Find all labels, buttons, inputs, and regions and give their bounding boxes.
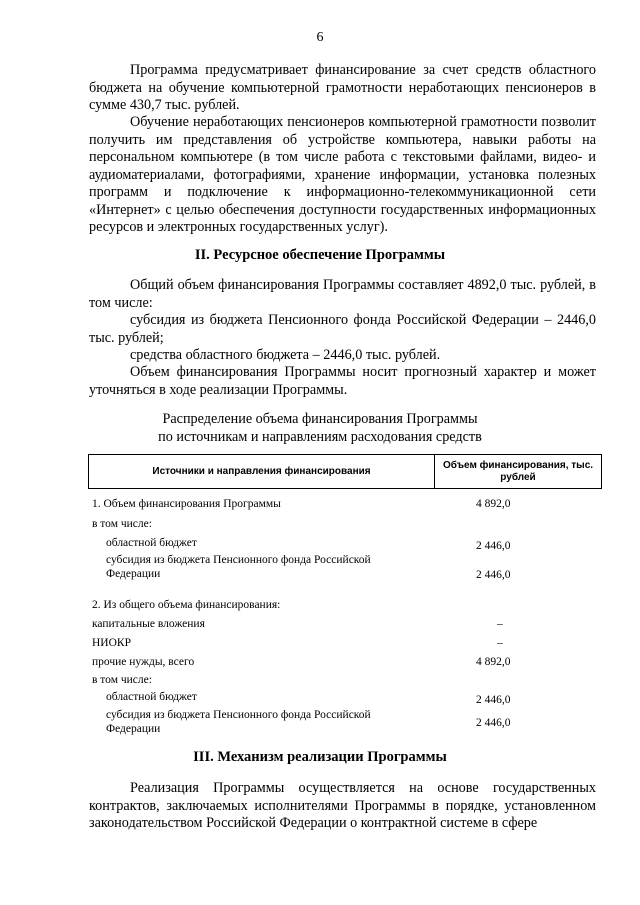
section-3-heading: III. Механизм реализации Программы — [193, 749, 447, 765]
table-row-value: – — [497, 637, 503, 649]
paragraph-training-description: Обучение неработающих пенсионеров компьютерной грамотности позволит получить им представления об устройстве компьютера, навыки работы на персональном компьютере (в том числе работа с текстовыми файлами, видео- и аудиоматериалами, фотографиями, хранение информации, установка полезных программ и подключение к информационно-телекоммуникационной сети «Интернет» с целью обеспечения доступности государственных информационных ресурсов и электронных государственных услуг). — [89, 114, 596, 235]
table-row-label: областной бюджет — [106, 537, 197, 549]
table-row-label: в том числе: — [92, 674, 152, 686]
table-header-sources: Источники и направления финансирования — [152, 465, 371, 477]
table-row-label: 1. Объем финансирования Программы — [92, 498, 281, 510]
paragraph-pension-fund-subsidy: субсидия из бюджета Пенсионного фонда Российской Федерации – 2446,0 тыс. рублей; — [89, 312, 596, 346]
table-caption-line-1: Распределение объема финансирования Программы — [162, 411, 478, 427]
table-row-label: капитальные вложения — [92, 618, 205, 630]
table-row-value: 2 446,0 — [476, 540, 511, 552]
table-row-value: 2 446,0 — [476, 717, 511, 729]
table-row-label: субсидия из бюджета Пенсионного фонда Российской Федерации — [106, 554, 371, 580]
table-row-value: – — [497, 618, 503, 630]
table-caption-line-2: по источникам и направлениям расходования средств — [158, 429, 482, 445]
table-row-label: в том числе: — [92, 518, 152, 530]
table-row-label: областной бюджет — [106, 691, 197, 703]
table-row-value: 4 892,0 — [476, 656, 511, 668]
table-row-label: 2. Из общего объема финансирования: — [92, 599, 281, 611]
paragraph-forecast-note: Объем финансирования Программы носит прогнозный характер и может уточняться в ходе реализации Программы. — [89, 364, 596, 398]
table-row-value: 2 446,0 — [476, 694, 511, 706]
table-row-label: НИОКР — [92, 637, 131, 649]
paragraph-total-funding: Общий объем финансирования Программы составляет 4892,0 тыс. рублей, в том числе: — [89, 277, 596, 311]
table-row-value: 2 446,0 — [476, 569, 511, 581]
paragraph-implementation: Реализация Программы осуществляется на основе государственных контрактов, заключаемых исполнителями Программы в порядке, установленном законодательством Российской Федерации о контрактной системе в сфере — [89, 780, 596, 831]
table-header-amount: Объем финансирования, тыс. рублей — [442, 459, 594, 483]
paragraph-regional-budget: средства областного бюджета – 2446,0 тыс. рублей. — [130, 347, 441, 363]
table-row-label: прочие нужды, всего — [92, 656, 195, 668]
table-header — [88, 454, 602, 489]
table-row-value: 4 892,0 — [476, 498, 511, 510]
page-number: 6 — [316, 30, 324, 45]
paragraph-funding-intro: Программа предусматривает финансирование за счет средств областного бюджета на обучение компьютерной грамотности неработающих пенсионеров в сумме 430,7 тыс. рублей. — [89, 62, 596, 113]
table-row-label: субсидия из бюджета Пенсионного фонда Российской Федерации — [106, 709, 371, 735]
section-2-heading: II. Ресурсное обеспечение Программы — [194, 247, 446, 263]
